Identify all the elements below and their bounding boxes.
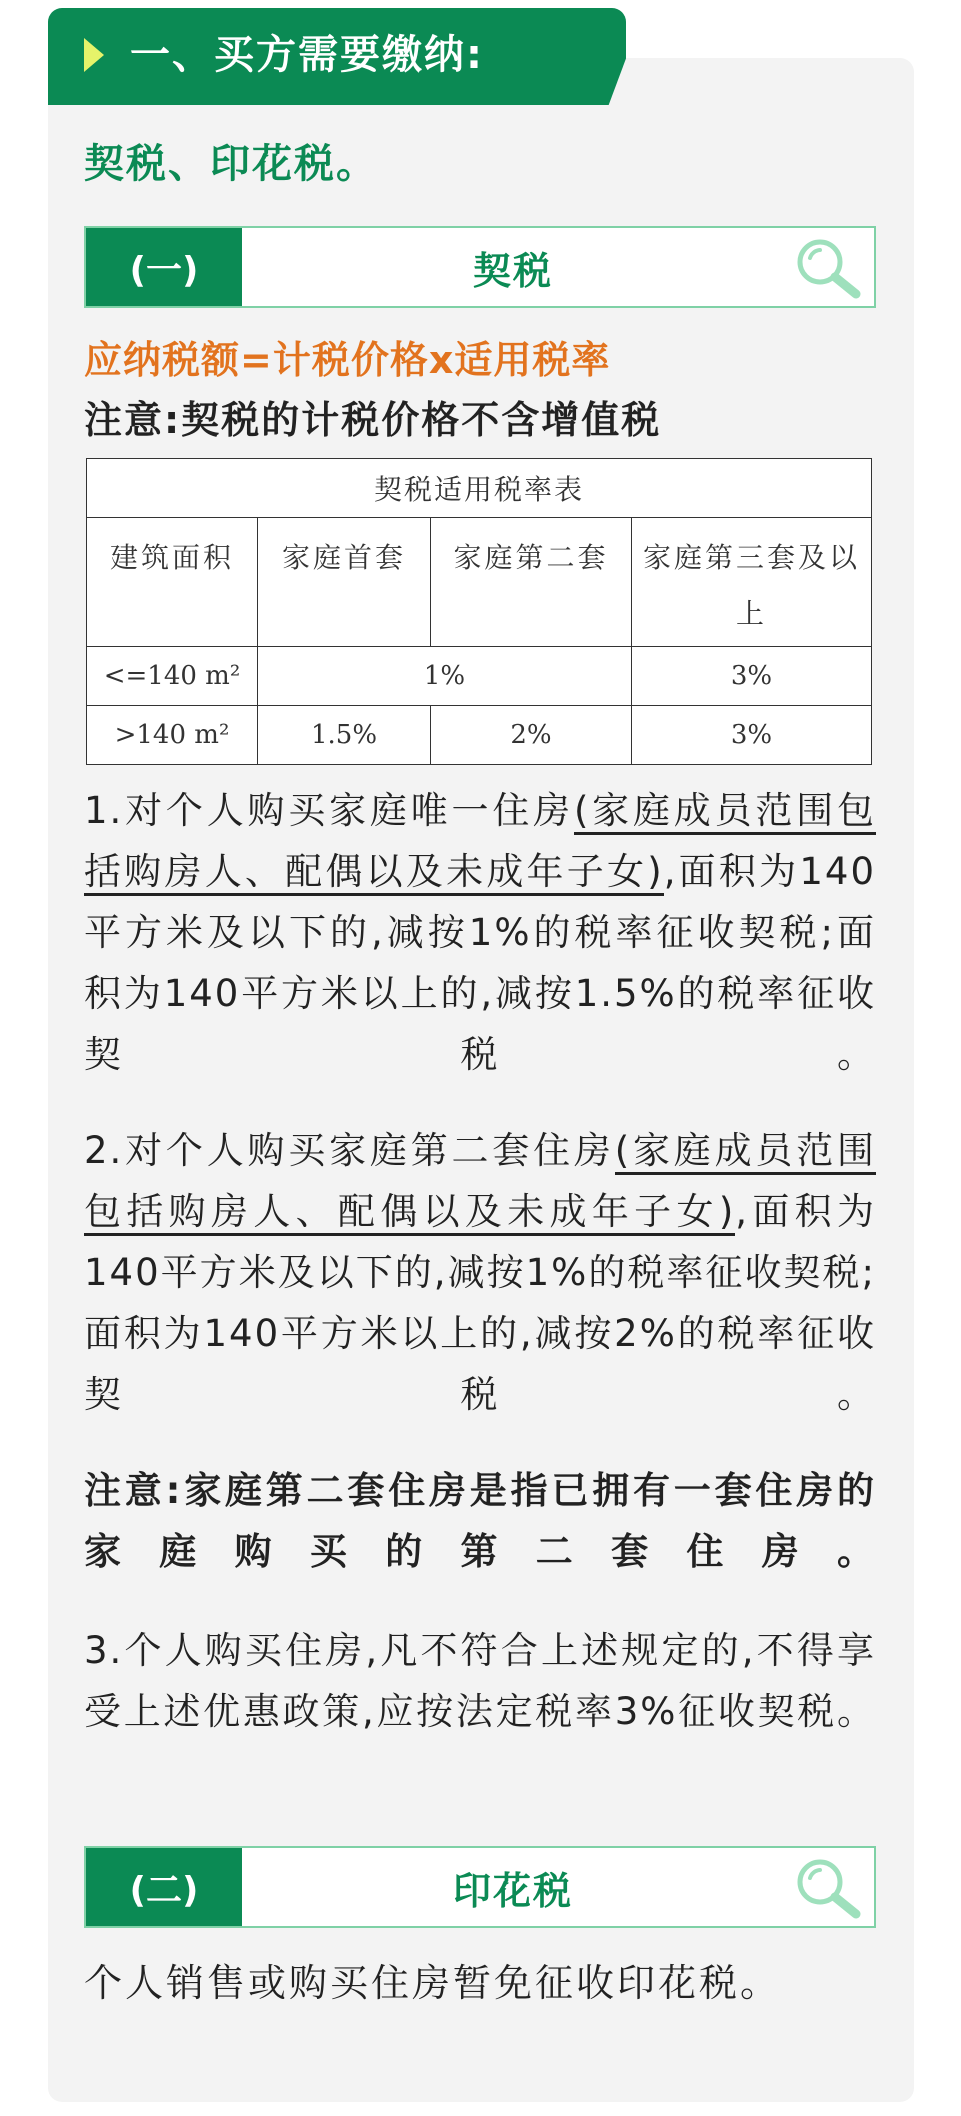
table-header-area: 建筑面积: [87, 518, 258, 647]
table-header-third: 家庭第三套及以上: [632, 518, 872, 647]
table-cell-third: 3%: [632, 706, 872, 765]
paragraph-1: [84, 780, 876, 1085]
paragraph-2-underlined: (家庭成员范围包括购房人、配偶以及未成年子女): [84, 1129, 876, 1236]
table-cell-area: <=140 m²: [87, 647, 258, 706]
paragraph-2-prefix: 2.对个人购买家庭第二套住房: [84, 1129, 615, 1172]
table-row: [87, 706, 872, 765]
table-row: [87, 647, 872, 706]
note-tax-base: 注意:契税的计税价格不含增值税: [84, 398, 662, 442]
paragraph-1-prefix: 1.对个人购买家庭唯一住房: [84, 789, 574, 832]
stamp-tax-text: 个人销售或购买住房暂免征收印花税。: [84, 1961, 782, 2005]
play-arrow-icon: [84, 38, 104, 72]
table-header-second: 家庭第二套: [431, 518, 632, 647]
section-number: (二): [86, 1848, 242, 1926]
section-title: 印花税: [452, 1868, 573, 1913]
table-cell-third: 3%: [632, 647, 872, 706]
table-header-first: 家庭首套: [258, 518, 431, 647]
search-icon: [792, 234, 864, 300]
section-bar-stamp-tax: [84, 1846, 876, 1928]
search-icon: [792, 1854, 864, 1920]
table-cell-second: 2%: [431, 706, 632, 765]
section-bar-deed-tax: [84, 226, 876, 308]
header-title: 一、买方需要缴纳:: [130, 32, 484, 78]
table-cell-first: 1.5%: [258, 706, 431, 765]
subtitle: 契税、印花税。: [84, 141, 378, 187]
note-second-home: 注意:家庭第二套住房是指已拥有一套住房的家庭购买的第二套住房。: [84, 1469, 876, 1573]
paragraph-3: 3.个人购买住房,凡不符合上述规定的,不得享受上述优惠政策,应按法定税率3%征收契税。: [84, 1629, 876, 1733]
deed-tax-rate-table: [86, 458, 872, 765]
tax-formula: 应纳税额=计税价格x适用税率: [84, 338, 611, 382]
table-caption: 契税适用税率表: [87, 459, 872, 518]
paragraph-2-suffix: ,面积为140平方米及以下的,减按1%的税率征收契税;面积为140平方米以上的,减按2%的税率征收契税。: [84, 1190, 876, 1416]
section-title: 契税: [472, 248, 553, 293]
table-cell-area: >140 m²: [87, 706, 258, 765]
paragraph-1-suffix: ,面积为140平方米及以下的,减按1%的税率征收契税;面积为140平方米以上的,减按1.5%的税率征收契税。: [84, 850, 876, 1076]
paragraph-2: [84, 1120, 876, 1425]
paragraph-1-underlined: (家庭成员范围包括购房人、配偶以及未成年子女): [84, 789, 876, 896]
table-cell-first-second: 1%: [258, 647, 632, 706]
section-number: (一): [86, 228, 242, 306]
